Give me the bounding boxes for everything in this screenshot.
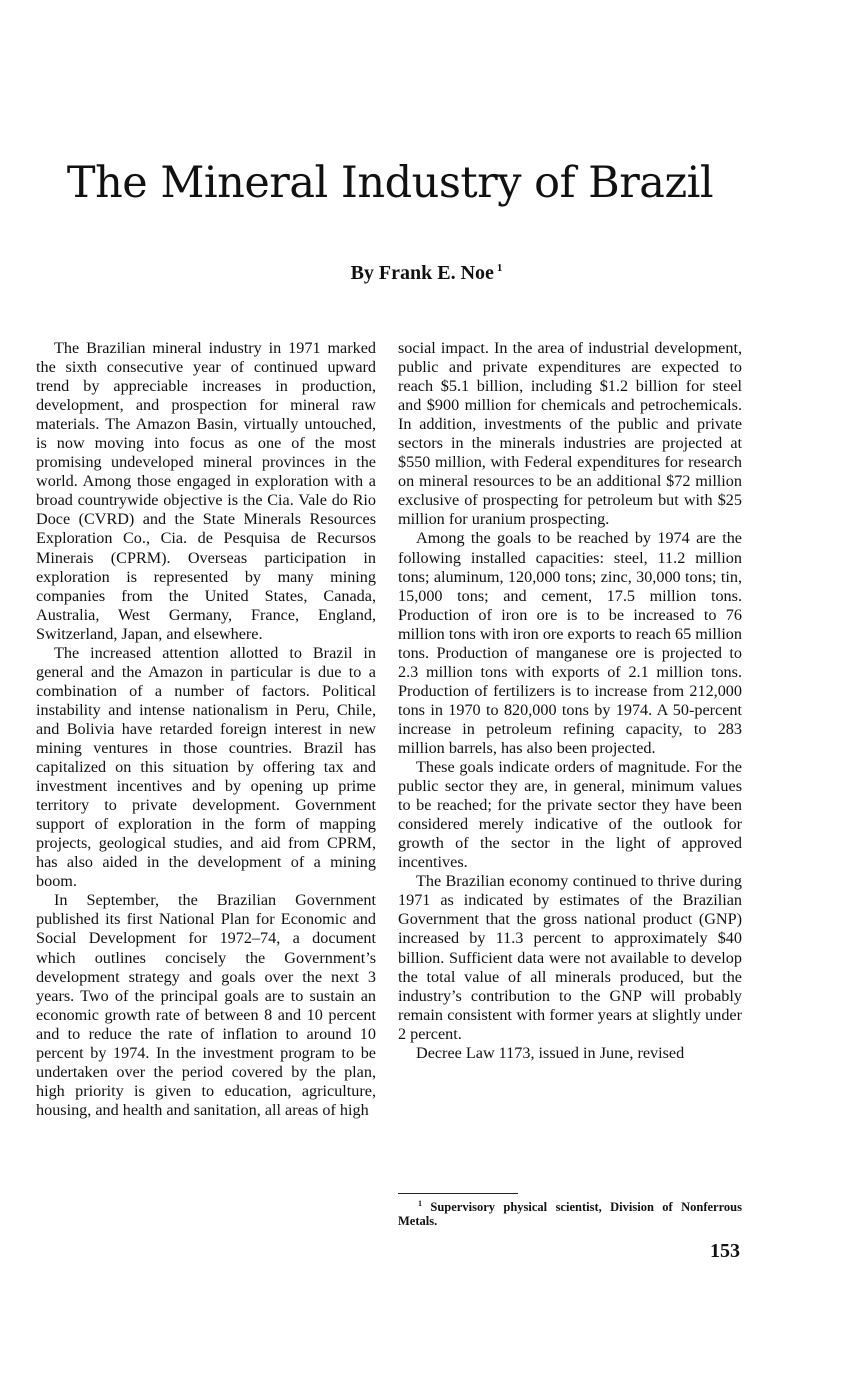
article-title: The Mineral Industry of Brazil <box>66 158 714 208</box>
author-name: By Frank E. Noe <box>350 262 494 284</box>
paragraph: In September, the Brazilian Government published its first National Plan for Economic and Social Development for 1972–74, a document which outlines concisely the Government’s development strategy and goals over the next 3 years. Two of the principal goals are to sustain an economic growth rate of between 8 and 10 percent and to reduce the rate of inflation to around 10 percent by 1974. In the investment program to be undertaken over the period covered by the plan, high priority is given to education, agriculture, housing, and health and sanitation, all areas of high <box>36 891 376 1119</box>
footnote-text: Supervisory physical scientist, Division of Nonferrous Metals. <box>398 1200 742 1229</box>
footnote-reference: 1 <box>496 262 503 275</box>
paragraph: The Brazilian mineral industry in 1971 marked the sixth consecutive year of continued upward trend by appreciable increases in production, development, and prospection for mineral raw materials. The Amazon Basin, virtually untouched, is now moving into focus as one of the most promising undeveloped mineral provinces in the world. Among those engaged in exploration with a broad countrywide objective is the Cia. Vale do Rio Doce (CVRD) and the State Minerals Resources Exploration Co., Cia. de Pesquisa de Recursos Minerais (CPRM). Overseas participation in exploration is represented by many mining companies from the United States, Canada, Australia, West Germany, France, England, Switzerland, Japan, and elsewhere. <box>36 339 376 643</box>
paragraph: Among the goals to be reached by 1974 are the following installed capacities: steel, 11.2 million tons; aluminum, 120,000 tons; zinc, 30,000 tons; tin, 15,000 tons; and cement, 17.5 million tons. Production of iron ore is to be increased to 76 million tons with iron ore exports to reach 65 million tons. Production of manganese ore is projected to 2.3 million tons with exports of 2.1 million tons. Production of fertilizers is to increase from 212,000 tons in 1970 to 820,000 tons by 1974. A 50-percent increase in petroleum refining capacity, to 283 million barrels, has also been projected. <box>398 529 742 757</box>
byline <box>0 262 853 285</box>
paragraph-continued: social impact. In the area of industrial development, public and private expenditures are expected to reach $5.1 billion, including $1.2 billion for steel and $900 million for chemicals and petrochemicals. In addition, investments of the public and private sectors in the minerals industries are projected at $550 million, with Federal expenditures for research on mineral resources to be an additional $72 million exclusive of prospecting for petroleum but with $25 million for uranium prospecting. <box>398 339 742 529</box>
footnote <box>398 1197 742 1228</box>
left-column <box>36 339 376 1120</box>
right-column <box>398 339 742 1063</box>
paragraph: Decree Law 1173, issued in June, revised <box>416 1043 685 1062</box>
paragraph: The Brazilian economy continued to thrive during 1971 as indicated by estimates of the Brazilian Government that the gross national product (GNP) increased by 11.3 percent to approximately $40 billion. Sufficient data were not available to develop the total value of all minerals produced, but the industry’s contribution to the GNP will probably remain consistent with former years at slightly under 2 percent. <box>398 872 742 1043</box>
paragraph: These goals indicate orders of magnitude. For the public sector they are, in general, minimum values to be reached; for the private sector they have been considered merely indicative of the outlook for growth of the sector in the light of approved incentives. <box>398 758 742 872</box>
page-number: 153 <box>710 1240 740 1262</box>
paragraph: The increased attention allotted to Brazil in general and the Amazon in particular is due to a combination of a number of factors. Political instability and intense nationalism in Peru, Chile, and Bolivia have retarded foreign interest in new mining ventures in those countries. Brazil has capitalized on this situation by offering tax and investment incentives and by opening up prime territory to private development. Government support of exploration in the form of mapping projects, geological studies, and aid from CPRM, has also aided in the development of a mining boom. <box>36 643 376 891</box>
footnote-mark: 1 <box>418 1199 422 1208</box>
footnote-divider <box>398 1193 518 1194</box>
